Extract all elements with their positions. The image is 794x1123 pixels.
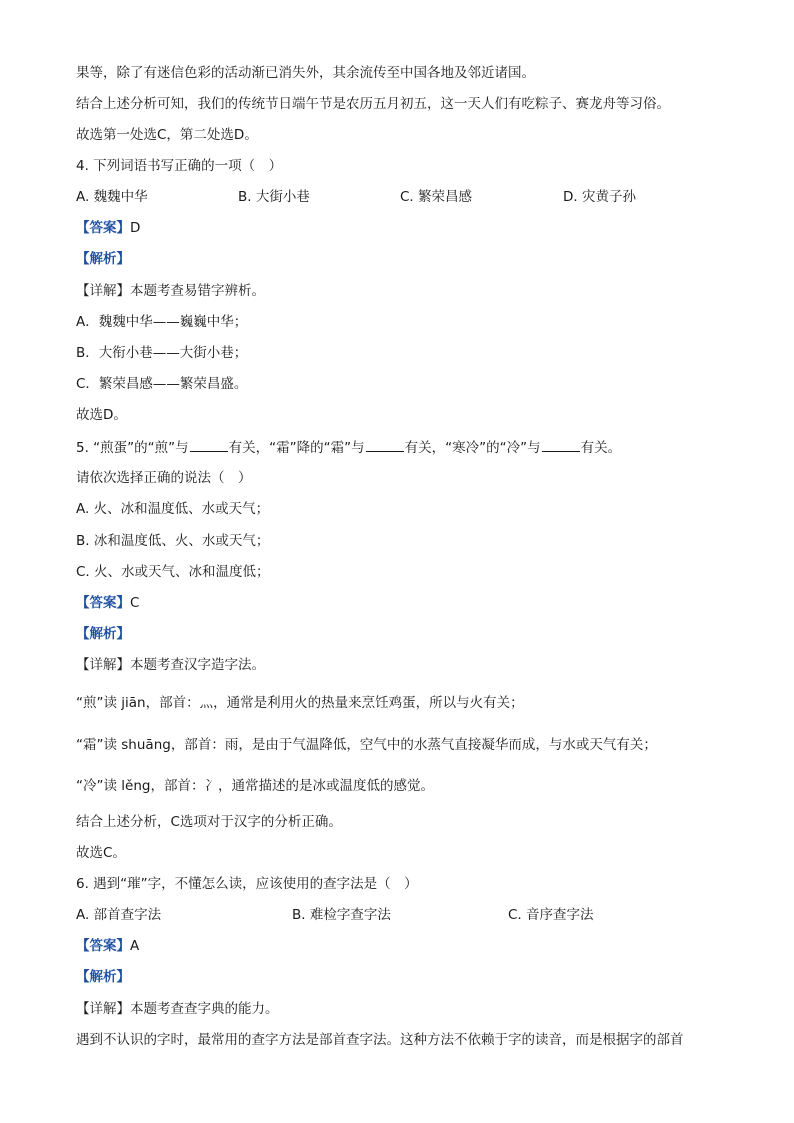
text-line: 故选C。 [76, 845, 126, 861]
answer-value: D [130, 220, 141, 236]
q5-text-part: 有关。 [580, 440, 622, 456]
answer-value: C [130, 595, 140, 611]
question-6: 6. 遇到“璀”字，不懂怎么读，应该使用的查字法是（ ） [76, 876, 418, 892]
detail-line [76, 281, 265, 301]
analysis-tag: 【解析】 [76, 626, 130, 642]
text-line: B．大衔小巷——大街小巷； [76, 345, 248, 361]
text-line: “霜”读 shuāng，部首：雨，是由于气温降低，空气中的水蒸气直接凝华而成，与水或天气有关； [76, 737, 657, 753]
analysis-tag: 【解析】 [76, 251, 130, 267]
detail-line [76, 999, 279, 1019]
q4-option-c: C. 繁荣昌感 [400, 189, 473, 205]
q5-text-part: 有关，“寒冷”的“冷”与 [404, 440, 541, 456]
text-line: 遇到不认识的字时，最常用的查字方法是部首查字法。这种方法不依赖于字的读音，而是根据字的部首 [76, 1032, 684, 1048]
q4-option-b: B. 大街小巷 [238, 189, 310, 205]
text-line: “冷”读 lěng，部首：冫，通常描述的是冰或温度低的感觉。 [76, 778, 434, 794]
answer-blank [366, 437, 404, 452]
answer-value: A [130, 938, 140, 954]
answer-line [76, 936, 139, 956]
q6-option-a: A. 部首查字法 [76, 907, 162, 923]
detail-text: 本题考查汉字造字法。 [130, 657, 265, 673]
detail-tag: 【详解】 [76, 1001, 130, 1017]
text-line: 故选第一处选C，第二处选D。 [76, 127, 258, 143]
answer-line [76, 218, 140, 238]
answer-tag: 【答案】 [76, 938, 130, 954]
analysis-line [76, 249, 130, 269]
text-line: 请依次选择正确的说法（ ） [76, 470, 252, 486]
q5-option-a: A. 火、冰和温度低、水或天气； [76, 501, 270, 517]
text-line: 结合上述分析可知，我们的传统节日端午节是农历五月初五，这一天人们有吃粽子、赛龙舟等习俗。 [76, 96, 670, 112]
detail-tag: 【详解】 [76, 283, 130, 299]
q4-option-a: A. 魏魏中华 [76, 189, 148, 205]
analysis-tag: 【解析】 [76, 969, 130, 985]
answer-line [76, 593, 139, 613]
question-5 [76, 437, 621, 458]
analysis-line [76, 967, 130, 987]
q5-option-c: C. 火、水或天气、冰和温度低； [76, 564, 270, 580]
q6-option-b: B. 难检字查字法 [292, 907, 391, 923]
text-line: A．魏魏中华——巍巍中华； [76, 314, 248, 330]
text-line: “煎”读 jiān，部首：灬，通常是利用火的热量来烹饪鸡蛋，所以与火有关； [76, 695, 524, 711]
analysis-line [76, 624, 130, 644]
answer-blank [190, 437, 228, 452]
detail-line [76, 655, 265, 675]
q5-text-part: 有关，“霜”降的“霜”与 [228, 440, 365, 456]
text-line: 故选D。 [76, 407, 127, 423]
text-line: 果等，除了有迷信色彩的活动渐已消失外，其余流传至中国各地及邻近诸国。 [76, 65, 535, 81]
answer-blank [542, 437, 580, 452]
detail-text: 本题考查查字典的能力。 [130, 1001, 279, 1017]
detail-text: 本题考查易错字辨析。 [130, 283, 265, 299]
text-line: 结合上述分析，C选项对于汉字的分析正确。 [76, 814, 342, 830]
question-4: 4. 下列词语书写正确的一项（ ） [76, 158, 283, 174]
q4-option-d: D. 灾黄子孙 [563, 189, 636, 205]
answer-tag: 【答案】 [76, 220, 130, 236]
q5-option-b: B. 冰和温度低、火、水或天气； [76, 533, 270, 549]
detail-tag: 【详解】 [76, 657, 130, 673]
answer-tag: 【答案】 [76, 595, 130, 611]
text-line: C．繁荣昌感——繁荣昌盛。 [76, 376, 248, 392]
q5-text-part: 5. “煎蛋”的“煎”与 [76, 440, 189, 456]
q6-option-c: C. 音序查字法 [508, 907, 594, 923]
